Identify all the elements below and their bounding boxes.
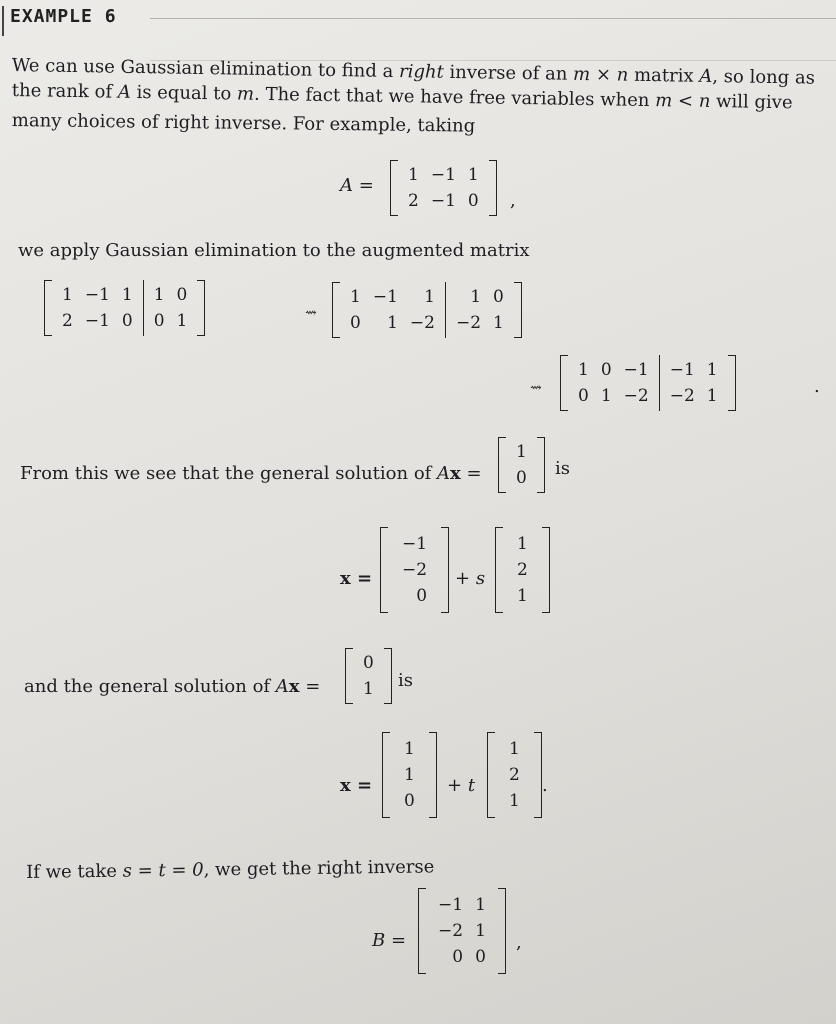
intro-text: matrix bbox=[628, 64, 700, 87]
matrix-cell: 0 bbox=[578, 386, 589, 406]
right-bracket bbox=[489, 160, 497, 216]
right-bracket bbox=[384, 648, 392, 704]
sol2-vector-2 bbox=[487, 732, 542, 818]
sol1-vector-1 bbox=[380, 527, 449, 613]
intro-text: is equal to bbox=[130, 81, 238, 105]
intro-math: m < n bbox=[655, 90, 711, 112]
matrix-cell: 1 bbox=[509, 739, 520, 759]
matrix-cell: −1 bbox=[438, 895, 464, 915]
matrix-cell: 1 bbox=[153, 285, 165, 305]
matrix-cell: 0 bbox=[404, 791, 415, 811]
matrix-cell: −1 bbox=[430, 191, 456, 211]
matrix-b bbox=[418, 888, 506, 974]
right-bracket bbox=[534, 732, 542, 818]
intro-text: the rank of bbox=[11, 80, 118, 103]
matrix-b-label bbox=[372, 930, 406, 951]
matrix-cell: 1 bbox=[517, 534, 528, 554]
sol2-text: and the general solution of bbox=[24, 676, 276, 697]
matrix-cell: 0 bbox=[475, 947, 486, 967]
matrix-cell: 1 bbox=[706, 386, 718, 406]
left-bracket bbox=[390, 160, 398, 216]
left-bracket bbox=[560, 355, 568, 411]
intro-text: , so long as bbox=[712, 66, 816, 89]
matrix-cell: 0 bbox=[416, 586, 428, 606]
matrix-cell: 1 bbox=[387, 313, 398, 333]
matrix-cell: 0 bbox=[363, 653, 374, 673]
sol1-vector: x bbox=[450, 463, 461, 484]
matrix-cell: 0 bbox=[493, 287, 504, 307]
sol2-v2-grid bbox=[495, 732, 534, 818]
matrix-cell: 1 bbox=[578, 360, 589, 380]
matrix-cell: 2 bbox=[509, 765, 520, 785]
matrix-cell: 1 bbox=[475, 921, 486, 941]
intro-math: A bbox=[699, 65, 713, 88]
sol1-rhs-vector bbox=[498, 437, 545, 493]
sol1-rhs-grid bbox=[506, 437, 537, 493]
left-bracket bbox=[418, 888, 426, 974]
matrix-cell: 2 bbox=[62, 311, 73, 331]
matrix-cell: 1 bbox=[62, 285, 73, 305]
augmented-matrix-1 bbox=[44, 280, 205, 336]
matrix-cell: 2 bbox=[517, 560, 528, 580]
intro-text: . The fact that we have free variables when bbox=[253, 83, 656, 112]
matrix-cell: −1 bbox=[669, 360, 695, 380]
sol2-rhs-grid bbox=[353, 648, 384, 704]
sol2-plus bbox=[447, 775, 475, 796]
heading-left-rule bbox=[2, 6, 4, 36]
matrix-cell: 1 bbox=[517, 586, 528, 606]
matrix-cell: −2 bbox=[409, 313, 435, 333]
matrix-cell: 1 bbox=[363, 679, 374, 699]
matrix-b-trail: , bbox=[516, 932, 522, 953]
matrix-cell: 0 bbox=[153, 311, 165, 331]
aug3-right bbox=[659, 355, 728, 411]
aug2-right bbox=[445, 282, 514, 338]
matrix-cell: 0 bbox=[452, 947, 464, 967]
right-bracket bbox=[537, 437, 545, 493]
intro-math: m × n bbox=[572, 63, 629, 86]
matrix-cell: 1 bbox=[121, 285, 133, 305]
matrix-a-label bbox=[340, 175, 374, 196]
sol1-math: A bbox=[437, 463, 451, 484]
intro-text: inverse of an bbox=[443, 61, 574, 85]
intro-text: We can use Gaussian elimination to find a bbox=[11, 55, 400, 83]
conclusion-text-part: If we take bbox=[26, 860, 123, 883]
matrix-cell: 1 bbox=[706, 360, 718, 380]
right-bracket bbox=[429, 732, 437, 818]
matrix-cell: 1 bbox=[509, 791, 520, 811]
matrix-cell: 2 bbox=[408, 191, 419, 211]
right-bracket bbox=[728, 355, 736, 411]
matrix-cell: 1 bbox=[408, 165, 419, 185]
solution-2-text bbox=[24, 676, 320, 698]
matrix-cell: 0 bbox=[467, 191, 479, 211]
augmented-matrix-3 bbox=[560, 355, 736, 411]
matrix-cell: 0 bbox=[121, 311, 133, 331]
matrix-cell: 0 bbox=[176, 285, 188, 305]
matrix-cell: 1 bbox=[467, 165, 479, 185]
intro-line-3: many choices of right inverse. For example, taking bbox=[11, 110, 476, 137]
plus-sign: + bbox=[447, 775, 463, 796]
sol2-eq: = bbox=[299, 676, 321, 697]
heading-rule bbox=[150, 18, 836, 19]
matrix-cell: 1 bbox=[424, 287, 435, 307]
left-bracket bbox=[487, 732, 495, 818]
left-bracket bbox=[495, 527, 503, 613]
matrix-cell: 1 bbox=[404, 739, 415, 759]
sol2-math: A bbox=[275, 676, 289, 697]
sol2-vector-1 bbox=[382, 732, 437, 818]
matrix-b-grid bbox=[426, 888, 498, 974]
reduction-arrow: ⇝ bbox=[530, 380, 542, 396]
sol2-trail: . bbox=[542, 775, 548, 796]
aug1-left bbox=[52, 280, 143, 336]
solution-1-text bbox=[20, 463, 482, 485]
matrix-cell: −2 bbox=[669, 386, 695, 406]
matrix-a-grid bbox=[398, 160, 489, 216]
sol2-rhs-vector bbox=[345, 648, 392, 704]
left-bracket bbox=[498, 437, 506, 493]
right-bracket bbox=[441, 527, 449, 613]
right-bracket bbox=[514, 282, 522, 338]
aug1-right bbox=[143, 280, 198, 336]
example-heading: EXAMPLE 6 bbox=[10, 6, 117, 27]
sol1-v1-grid bbox=[388, 527, 441, 613]
right-bracket bbox=[197, 280, 205, 336]
matrix-cell: 1 bbox=[176, 311, 188, 331]
matrix-cell: −1 bbox=[372, 287, 398, 307]
left-bracket bbox=[332, 282, 340, 338]
matrix-cell: 1 bbox=[600, 386, 612, 406]
aug3-trail: . bbox=[814, 376, 820, 397]
sol2-is: is bbox=[398, 670, 413, 691]
sol1-is: is bbox=[555, 458, 570, 479]
matrix-cell: −1 bbox=[402, 534, 428, 554]
left-bracket bbox=[380, 527, 388, 613]
aug3-left bbox=[568, 355, 659, 411]
matrix-cell: 1 bbox=[404, 765, 415, 785]
matrix-cell: −2 bbox=[438, 921, 464, 941]
matrix-cell: 0 bbox=[350, 313, 361, 333]
matrix-a bbox=[390, 160, 497, 216]
augmented-intro: we apply Gaussian elimination to the augmented matrix bbox=[18, 240, 530, 261]
matrix-a-label-text: A = bbox=[340, 175, 374, 196]
left-bracket bbox=[345, 648, 353, 704]
matrix-a-trail: , bbox=[510, 190, 516, 211]
augmented-matrix-2 bbox=[332, 282, 522, 338]
conclusion-text-part: , we get the right inverse bbox=[203, 856, 435, 881]
sol2-v1-grid bbox=[390, 732, 429, 818]
matrix-cell: 0 bbox=[600, 360, 612, 380]
right-bracket bbox=[542, 527, 550, 613]
conclusion-text bbox=[26, 856, 434, 884]
aug2-left bbox=[340, 282, 445, 338]
intro-text: will give bbox=[710, 90, 793, 114]
matrix-cell: −2 bbox=[455, 313, 482, 333]
intro-emphasis: right bbox=[398, 61, 444, 83]
intro-math: m bbox=[236, 83, 255, 105]
sol1-vector-2 bbox=[495, 527, 550, 613]
matrix-cell: 1 bbox=[350, 287, 361, 307]
matrix-cell: 1 bbox=[470, 287, 482, 307]
right-bracket bbox=[498, 888, 506, 974]
matrix-cell: −1 bbox=[84, 285, 110, 305]
sol1-plus bbox=[455, 568, 485, 589]
matrix-cell: 1 bbox=[475, 895, 486, 915]
intro-math: A bbox=[117, 81, 131, 103]
sol2-vector: x bbox=[288, 676, 300, 697]
matrix-cell: 0 bbox=[516, 468, 527, 488]
left-bracket bbox=[44, 280, 52, 336]
sol1-eq: = bbox=[460, 463, 482, 484]
matrix-cell: 1 bbox=[493, 313, 504, 333]
sol1-v2-grid bbox=[503, 527, 542, 613]
sol1-text: From this we see that the general solution of bbox=[20, 463, 438, 484]
matrix-cell: 1 bbox=[516, 442, 527, 462]
conclusion-math: s = t = 0 bbox=[122, 859, 204, 882]
matrix-b-label-text: B = bbox=[372, 930, 407, 951]
matrix-cell: −1 bbox=[84, 311, 110, 331]
sol2-x-label: x = bbox=[340, 775, 373, 796]
param-s: s bbox=[475, 568, 486, 589]
matrix-cell: −1 bbox=[623, 360, 649, 380]
matrix-cell: −2 bbox=[402, 560, 428, 580]
matrix-cell: −2 bbox=[623, 386, 649, 406]
matrix-cell: −1 bbox=[430, 165, 456, 185]
sol1-x-label: x = bbox=[340, 568, 373, 589]
plus-sign: + bbox=[455, 568, 471, 589]
param-t: t bbox=[467, 775, 476, 796]
reduction-arrow: ⇝ bbox=[305, 305, 317, 321]
left-bracket bbox=[382, 732, 390, 818]
